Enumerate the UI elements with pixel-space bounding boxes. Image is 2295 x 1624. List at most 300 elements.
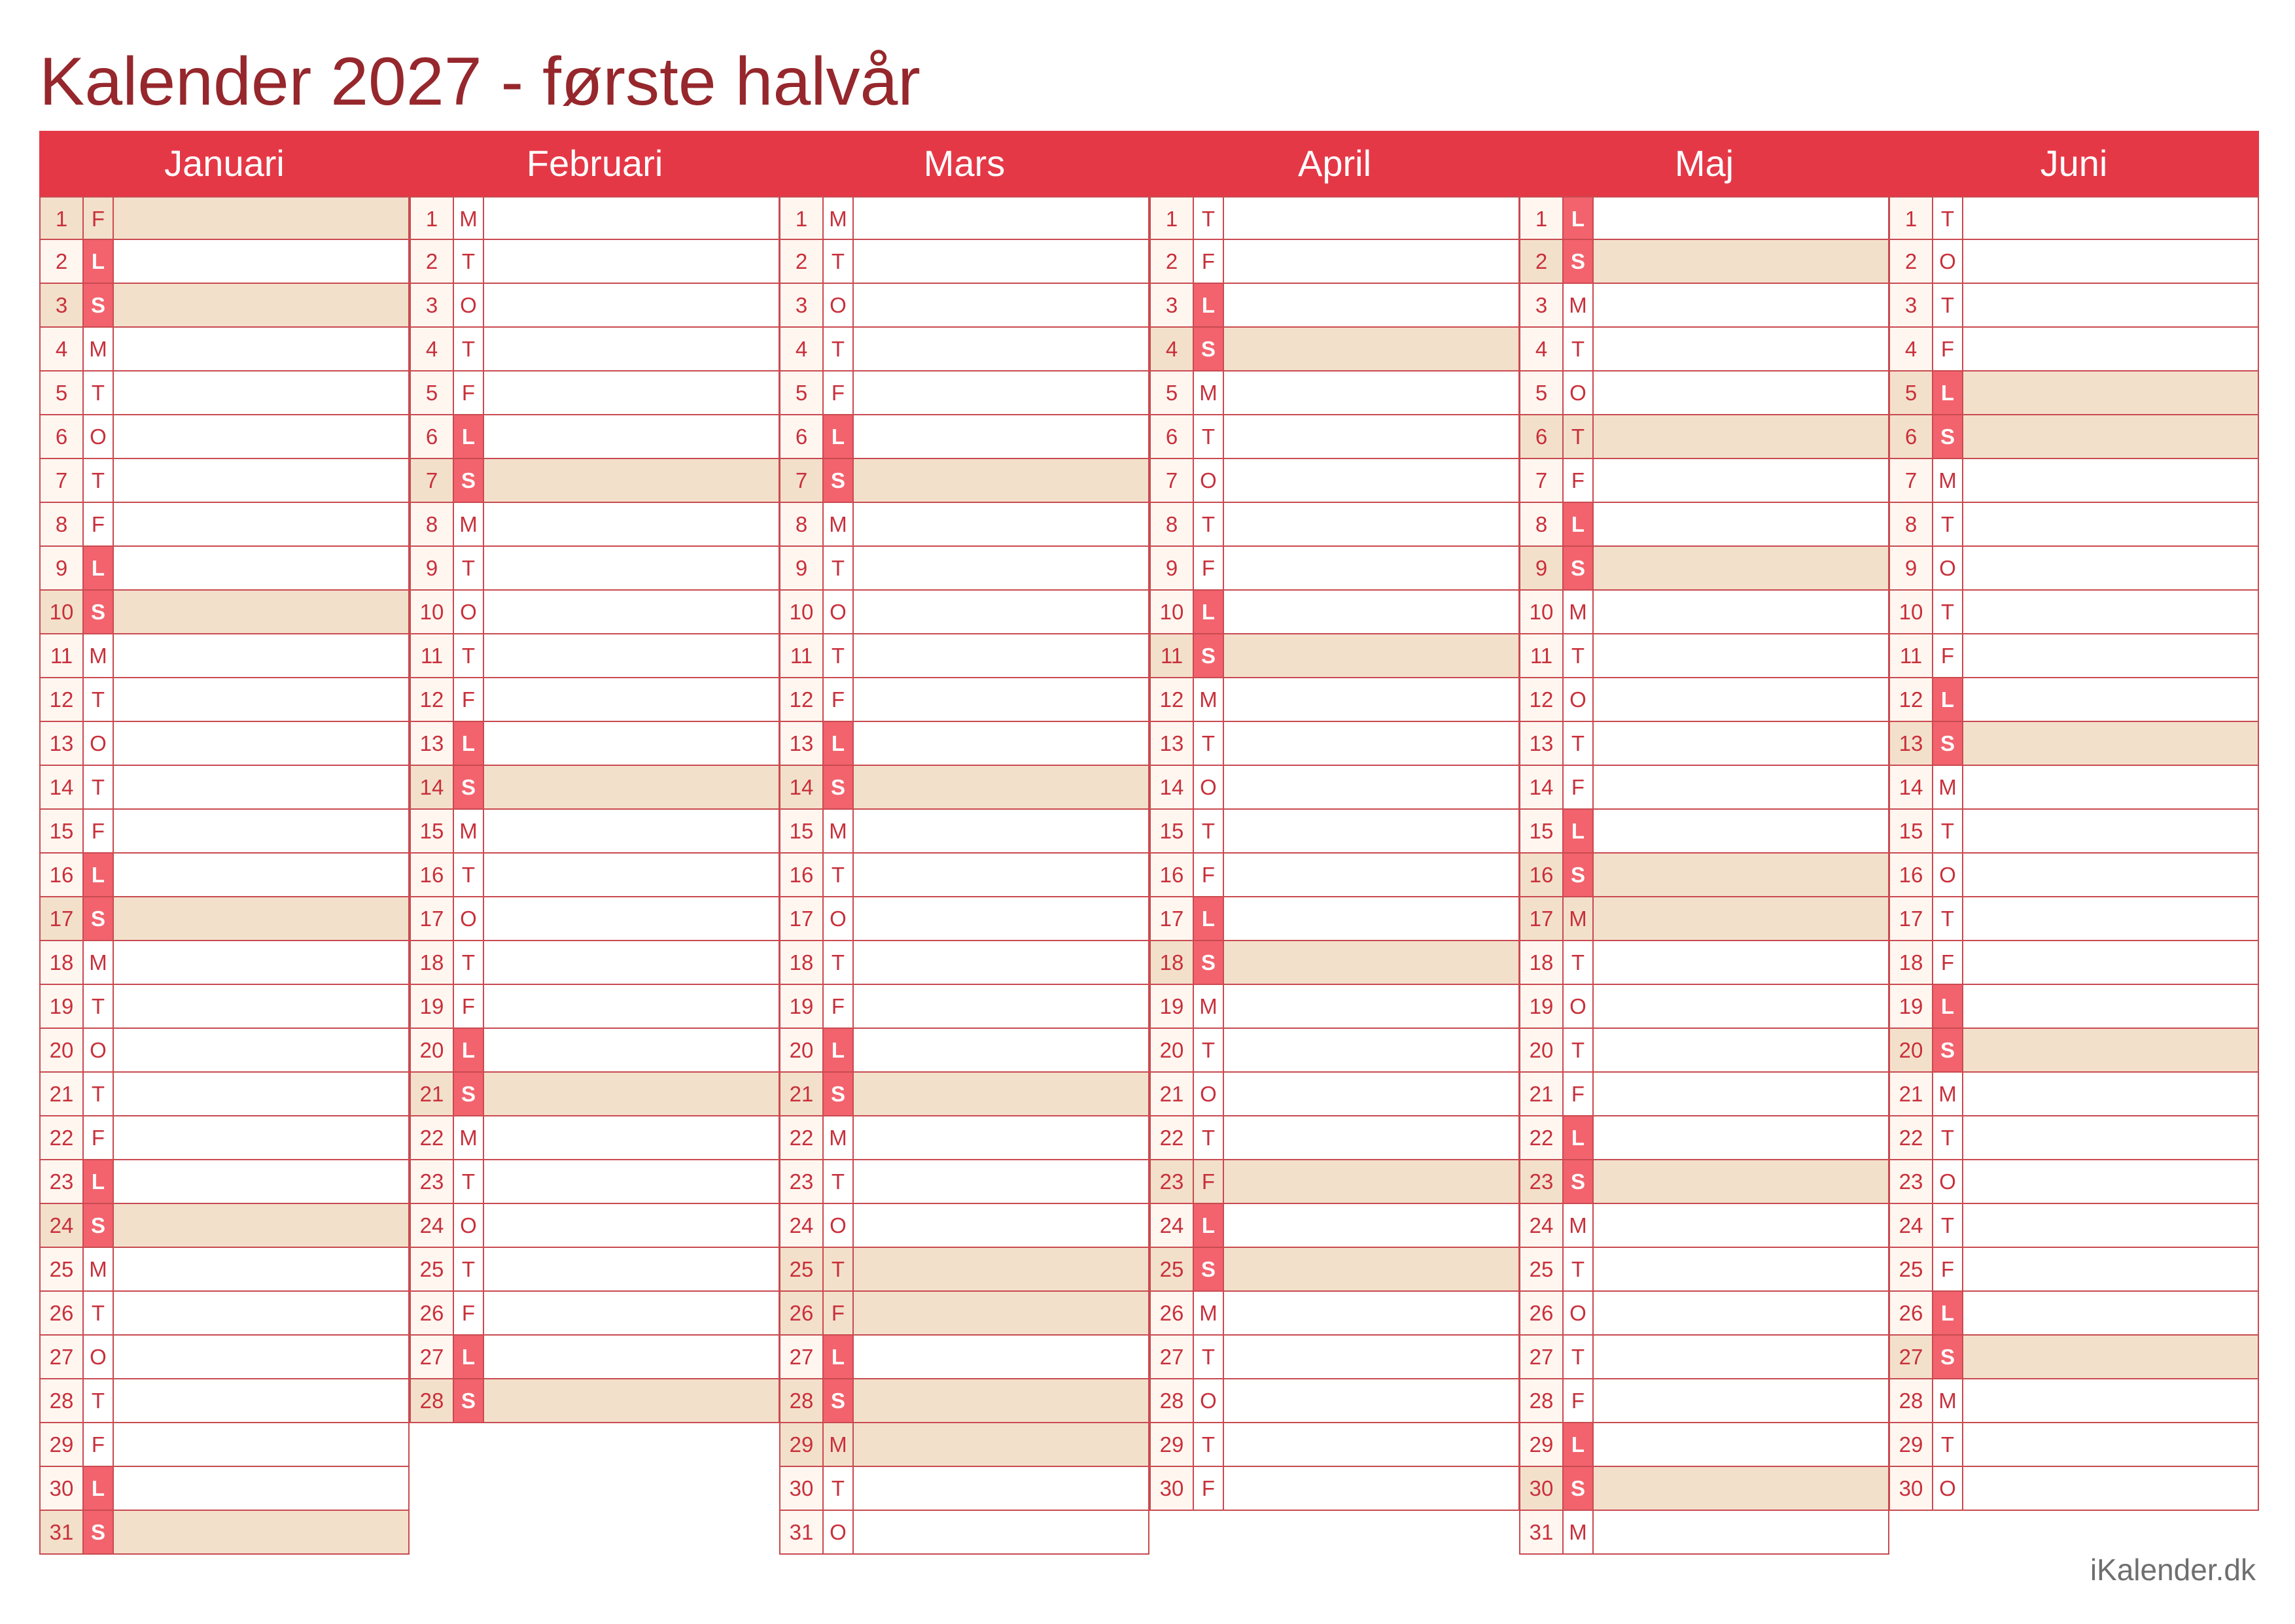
day-number: 26 [780,1292,824,1334]
day-row [39,1511,410,1555]
day-number: 2 [411,240,454,283]
day-row [1889,1467,2259,1511]
weekday-letter: T [1933,198,1963,239]
note-cell [1594,547,1888,589]
day-row [1889,459,2259,503]
note-cell [1963,240,2258,283]
day-row [1149,591,1520,634]
day-row [779,941,1149,985]
day-number: 14 [1520,766,1564,808]
day-row [39,1116,410,1160]
note-cell [484,284,779,326]
day-number: 27 [411,1336,454,1378]
note-cell [114,547,408,589]
weekday-letter: S [84,284,114,326]
day-row [1519,459,1889,503]
day-number: 12 [411,678,454,721]
day-number: 6 [1890,415,1933,458]
note-cell [1224,503,1518,545]
note-cell [1594,678,1888,721]
note-cell [484,459,779,502]
day-number: 2 [1890,240,1933,283]
day-number: 19 [1151,985,1194,1028]
weekday-letter: S [824,1379,854,1422]
weekday-letter: T [1933,1116,1963,1159]
day-row [39,240,410,284]
note-cell [1224,897,1518,940]
weekday-letter: L [1194,284,1224,326]
weekday-letter: O [824,1511,854,1553]
note-cell [1963,591,2258,633]
day-number: 25 [1890,1248,1933,1290]
day-row [1149,678,1520,722]
day-number: 18 [1890,941,1933,984]
day-row [39,897,410,941]
month-column-maj [1519,131,1889,1544]
day-row [779,1423,1149,1467]
day-row [1889,284,2259,328]
day-number: 18 [780,941,824,984]
weekday-letter: S [454,1073,484,1115]
note-cell [1594,371,1888,414]
day-number: 11 [1520,634,1564,677]
day-row [779,1116,1149,1160]
day-number: 27 [41,1336,84,1378]
weekday-letter: L [1564,503,1594,545]
note-cell [1224,1160,1518,1203]
note-cell [484,415,779,458]
day-row [1149,1160,1520,1204]
day-row [1519,634,1889,678]
note-cell [484,941,779,984]
note-cell [1224,941,1518,984]
day-row [1519,678,1889,722]
day-number: 20 [41,1029,84,1071]
day-row [779,371,1149,415]
note-cell [1963,1423,2258,1466]
note-cell [854,547,1148,589]
weekday-letter: T [1564,415,1594,458]
weekday-letter: T [84,1073,114,1115]
day-row [1519,810,1889,854]
day-number: 12 [1890,678,1933,721]
weekday-letter: O [1933,854,1963,896]
day-row [779,1336,1149,1379]
day-row [1519,547,1889,591]
weekday-letter: M [1933,766,1963,808]
note-cell [484,503,779,545]
day-number: 18 [411,941,454,984]
day-number: 1 [1151,198,1194,239]
day-number: 17 [41,897,84,940]
note-cell [1963,1292,2258,1334]
note-cell [1224,240,1518,283]
note-cell [1594,1073,1888,1115]
day-row [1149,722,1520,766]
day-row [410,634,780,678]
note-cell [1594,1116,1888,1159]
day-number: 6 [780,415,824,458]
day-row [410,1336,780,1379]
day-row [410,1292,780,1336]
day-row [39,503,410,547]
note-cell [1224,284,1518,326]
weekday-letter: T [1564,722,1594,765]
note-cell [1594,897,1888,940]
day-number: 20 [411,1029,454,1071]
weekday-letter: F [84,503,114,545]
note-cell [1224,198,1518,239]
note-cell [114,1292,408,1334]
note-cell [1594,1248,1888,1290]
day-row [779,897,1149,941]
month-header: Mars [779,131,1149,196]
weekday-letter: O [1564,985,1594,1028]
day-row [1889,415,2259,459]
day-number: 27 [1151,1336,1194,1378]
weekday-letter: T [454,854,484,896]
note-cell [1963,1336,2258,1378]
day-row [410,415,780,459]
day-number: 3 [1520,284,1564,326]
day-number: 29 [1151,1423,1194,1466]
note-cell [484,897,779,940]
day-number: 27 [1520,1336,1564,1378]
note-cell [1224,1248,1518,1290]
day-row [1889,371,2259,415]
day-number: 3 [1890,284,1933,326]
day-row [1149,1073,1520,1116]
note-cell [114,1204,408,1247]
note-cell [1963,634,2258,677]
day-number: 28 [41,1379,84,1422]
day-row [1519,1292,1889,1336]
note-cell [1963,198,2258,239]
day-number: 19 [1520,985,1564,1028]
day-row [1519,766,1889,810]
day-number: 3 [1151,284,1194,326]
weekday-letter: T [454,547,484,589]
weekday-letter: M [1564,1204,1594,1247]
day-number: 8 [1520,503,1564,545]
note-cell [1594,503,1888,545]
day-number: 10 [1151,591,1194,633]
day-number: 11 [780,634,824,677]
month-header: Juni [1889,131,2259,196]
note-cell [114,415,408,458]
weekday-letter: L [84,854,114,896]
day-number: 27 [780,1336,824,1378]
day-row [410,854,780,897]
weekday-letter: T [824,1248,854,1290]
note-cell [854,591,1148,633]
day-row [410,678,780,722]
day-number: 15 [1890,810,1933,852]
note-cell [1963,1029,2258,1071]
weekday-letter: T [1194,198,1224,239]
day-number: 16 [1520,854,1564,896]
weekday-letter: T [1933,284,1963,326]
note-cell [854,722,1148,765]
day-number: 11 [411,634,454,677]
note-cell [854,1379,1148,1422]
weekday-letter: T [1933,591,1963,633]
weekday-letter: O [84,1336,114,1378]
note-cell [854,810,1148,852]
note-cell [114,1467,408,1510]
day-row [39,371,410,415]
weekday-letter: T [824,854,854,896]
day-number: 21 [780,1073,824,1115]
note-cell [1963,854,2258,896]
weekday-letter: F [1194,1160,1224,1203]
day-row [1889,1029,2259,1073]
day-row [39,1336,410,1379]
note-cell [484,240,779,283]
day-row [779,1073,1149,1116]
day-row [410,810,780,854]
note-cell [1224,766,1518,808]
weekday-letter: M [84,1248,114,1290]
day-number: 29 [780,1423,824,1466]
weekday-letter: M [824,1116,854,1159]
note-cell [114,591,408,633]
note-cell [1224,854,1518,896]
day-row [39,1160,410,1204]
month-column-mars [779,131,1149,1544]
note-cell [484,1379,779,1422]
weekday-letter: S [1194,941,1224,984]
day-row [1889,634,2259,678]
weekday-letter: T [84,1292,114,1334]
day-number: 30 [780,1467,824,1510]
day-row [39,547,410,591]
day-row [779,459,1149,503]
weekday-letter: T [1564,634,1594,677]
day-number: 23 [1520,1160,1564,1203]
weekday-letter: L [454,1029,484,1071]
weekday-letter: O [454,1204,484,1247]
day-number: 25 [780,1248,824,1290]
day-row [1889,1204,2259,1248]
day-row [1149,1204,1520,1248]
weekday-letter: O [84,1029,114,1071]
day-row [1149,415,1520,459]
note-cell [1594,415,1888,458]
weekday-letter: S [1564,547,1594,589]
weekday-letter: T [824,1160,854,1203]
note-cell [854,459,1148,502]
note-cell [1963,459,2258,502]
weekday-letter: O [1564,371,1594,414]
day-row [1519,284,1889,328]
weekday-letter: F [1194,854,1224,896]
day-row [1889,547,2259,591]
day-number: 11 [1151,634,1194,677]
note-cell [854,328,1148,370]
day-number: 29 [41,1423,84,1466]
day-row [1889,766,2259,810]
day-number: 5 [1890,371,1933,414]
weekday-letter: F [84,1116,114,1159]
day-row [779,591,1149,634]
day-row [1889,1423,2259,1467]
day-number: 22 [411,1116,454,1159]
day-number: 5 [1520,371,1564,414]
note-cell [114,678,408,721]
day-row [410,722,780,766]
weekday-letter: L [1564,810,1594,852]
weekday-letter: T [1933,503,1963,545]
day-row [1149,810,1520,854]
day-row [410,985,780,1029]
note-cell [854,415,1148,458]
note-cell [1963,766,2258,808]
day-row [779,1292,1149,1336]
day-number: 16 [411,854,454,896]
day-row [779,634,1149,678]
day-row [1149,1379,1520,1423]
day-row [1519,196,1889,240]
day-row [1149,1467,1520,1511]
weekday-letter: S [1933,1336,1963,1378]
day-row [1519,1116,1889,1160]
day-row [39,196,410,240]
day-number: 8 [780,503,824,545]
weekday-letter: M [454,810,484,852]
month-column-juni [1889,131,2259,1500]
weekday-letter: S [1194,328,1224,370]
day-number: 6 [411,415,454,458]
note-cell [854,1292,1148,1334]
note-cell [114,810,408,852]
day-number: 21 [1520,1073,1564,1115]
note-cell [1594,985,1888,1028]
weekday-letter: M [1194,371,1224,414]
day-number: 16 [1890,854,1933,896]
day-row [1149,1423,1520,1467]
day-row [410,1204,780,1248]
weekday-letter: T [84,985,114,1028]
day-row [779,985,1149,1029]
note-cell [1594,1511,1888,1553]
weekday-letter: T [1564,941,1594,984]
note-cell [854,678,1148,721]
day-number: 4 [1520,328,1564,370]
day-row [1519,854,1889,897]
month-header: Januari [39,131,410,196]
day-row [1519,328,1889,371]
day-number: 13 [780,722,824,765]
weekday-letter: F [824,371,854,414]
day-row [39,328,410,371]
day-row [1889,1248,2259,1292]
note-cell [1963,1073,2258,1115]
day-row [39,985,410,1029]
weekday-letter: T [1564,328,1594,370]
day-number: 18 [1151,941,1194,984]
day-row [1519,240,1889,284]
day-number: 17 [1151,897,1194,940]
day-number: 11 [1890,634,1933,677]
note-cell [1963,1160,2258,1203]
note-cell [114,941,408,984]
weekday-letter: O [1933,547,1963,589]
note-cell [114,1116,408,1159]
day-number: 17 [411,897,454,940]
note-cell [1594,459,1888,502]
day-row [39,854,410,897]
weekday-letter: T [824,1467,854,1510]
weekday-letter: F [84,810,114,852]
weekday-letter: S [1564,240,1594,283]
day-number: 8 [1890,503,1933,545]
note-cell [1594,941,1888,984]
day-number: 29 [1520,1423,1564,1466]
weekday-letter: L [1564,1116,1594,1159]
day-number: 21 [1151,1073,1194,1115]
day-number: 23 [1151,1160,1194,1203]
note-cell [114,1073,408,1115]
day-number: 22 [1520,1116,1564,1159]
weekday-letter: F [824,678,854,721]
note-cell [1224,1336,1518,1378]
day-row [779,1248,1149,1292]
weekday-letter: T [1933,810,1963,852]
note-cell [854,1336,1148,1378]
note-cell [484,371,779,414]
day-row [1889,854,2259,897]
day-row [410,1073,780,1116]
note-cell [114,328,408,370]
weekday-letter: S [84,1204,114,1247]
day-number: 24 [1151,1204,1194,1247]
weekday-letter: S [84,897,114,940]
day-number: 5 [1151,371,1194,414]
day-row [39,1467,410,1511]
weekday-letter: L [824,1029,854,1071]
day-number: 20 [1520,1029,1564,1071]
note-cell [484,1160,779,1203]
weekday-letter: O [1194,459,1224,502]
weekday-letter: T [1564,1029,1594,1071]
note-cell [1594,1423,1888,1466]
weekday-letter: M [1194,985,1224,1028]
weekday-letter: L [1933,678,1963,721]
note-cell [1963,284,2258,326]
weekday-letter: O [824,897,854,940]
day-row [779,1160,1149,1204]
note-cell [1224,634,1518,677]
day-number: 23 [780,1160,824,1203]
day-number: 6 [1151,415,1194,458]
note-cell [1594,1292,1888,1334]
day-row [1149,766,1520,810]
note-cell [484,1248,779,1290]
weekday-letter: O [1933,1160,1963,1203]
weekday-letter: M [1194,1292,1224,1334]
day-row [1889,240,2259,284]
day-row [39,1029,410,1073]
weekday-letter: S [824,1073,854,1115]
weekday-letter: S [454,766,484,808]
note-cell [114,634,408,677]
note-cell [854,1073,1148,1115]
day-number: 10 [41,591,84,633]
note-cell [1594,198,1888,239]
day-number: 18 [1520,941,1564,984]
day-row [1149,503,1520,547]
